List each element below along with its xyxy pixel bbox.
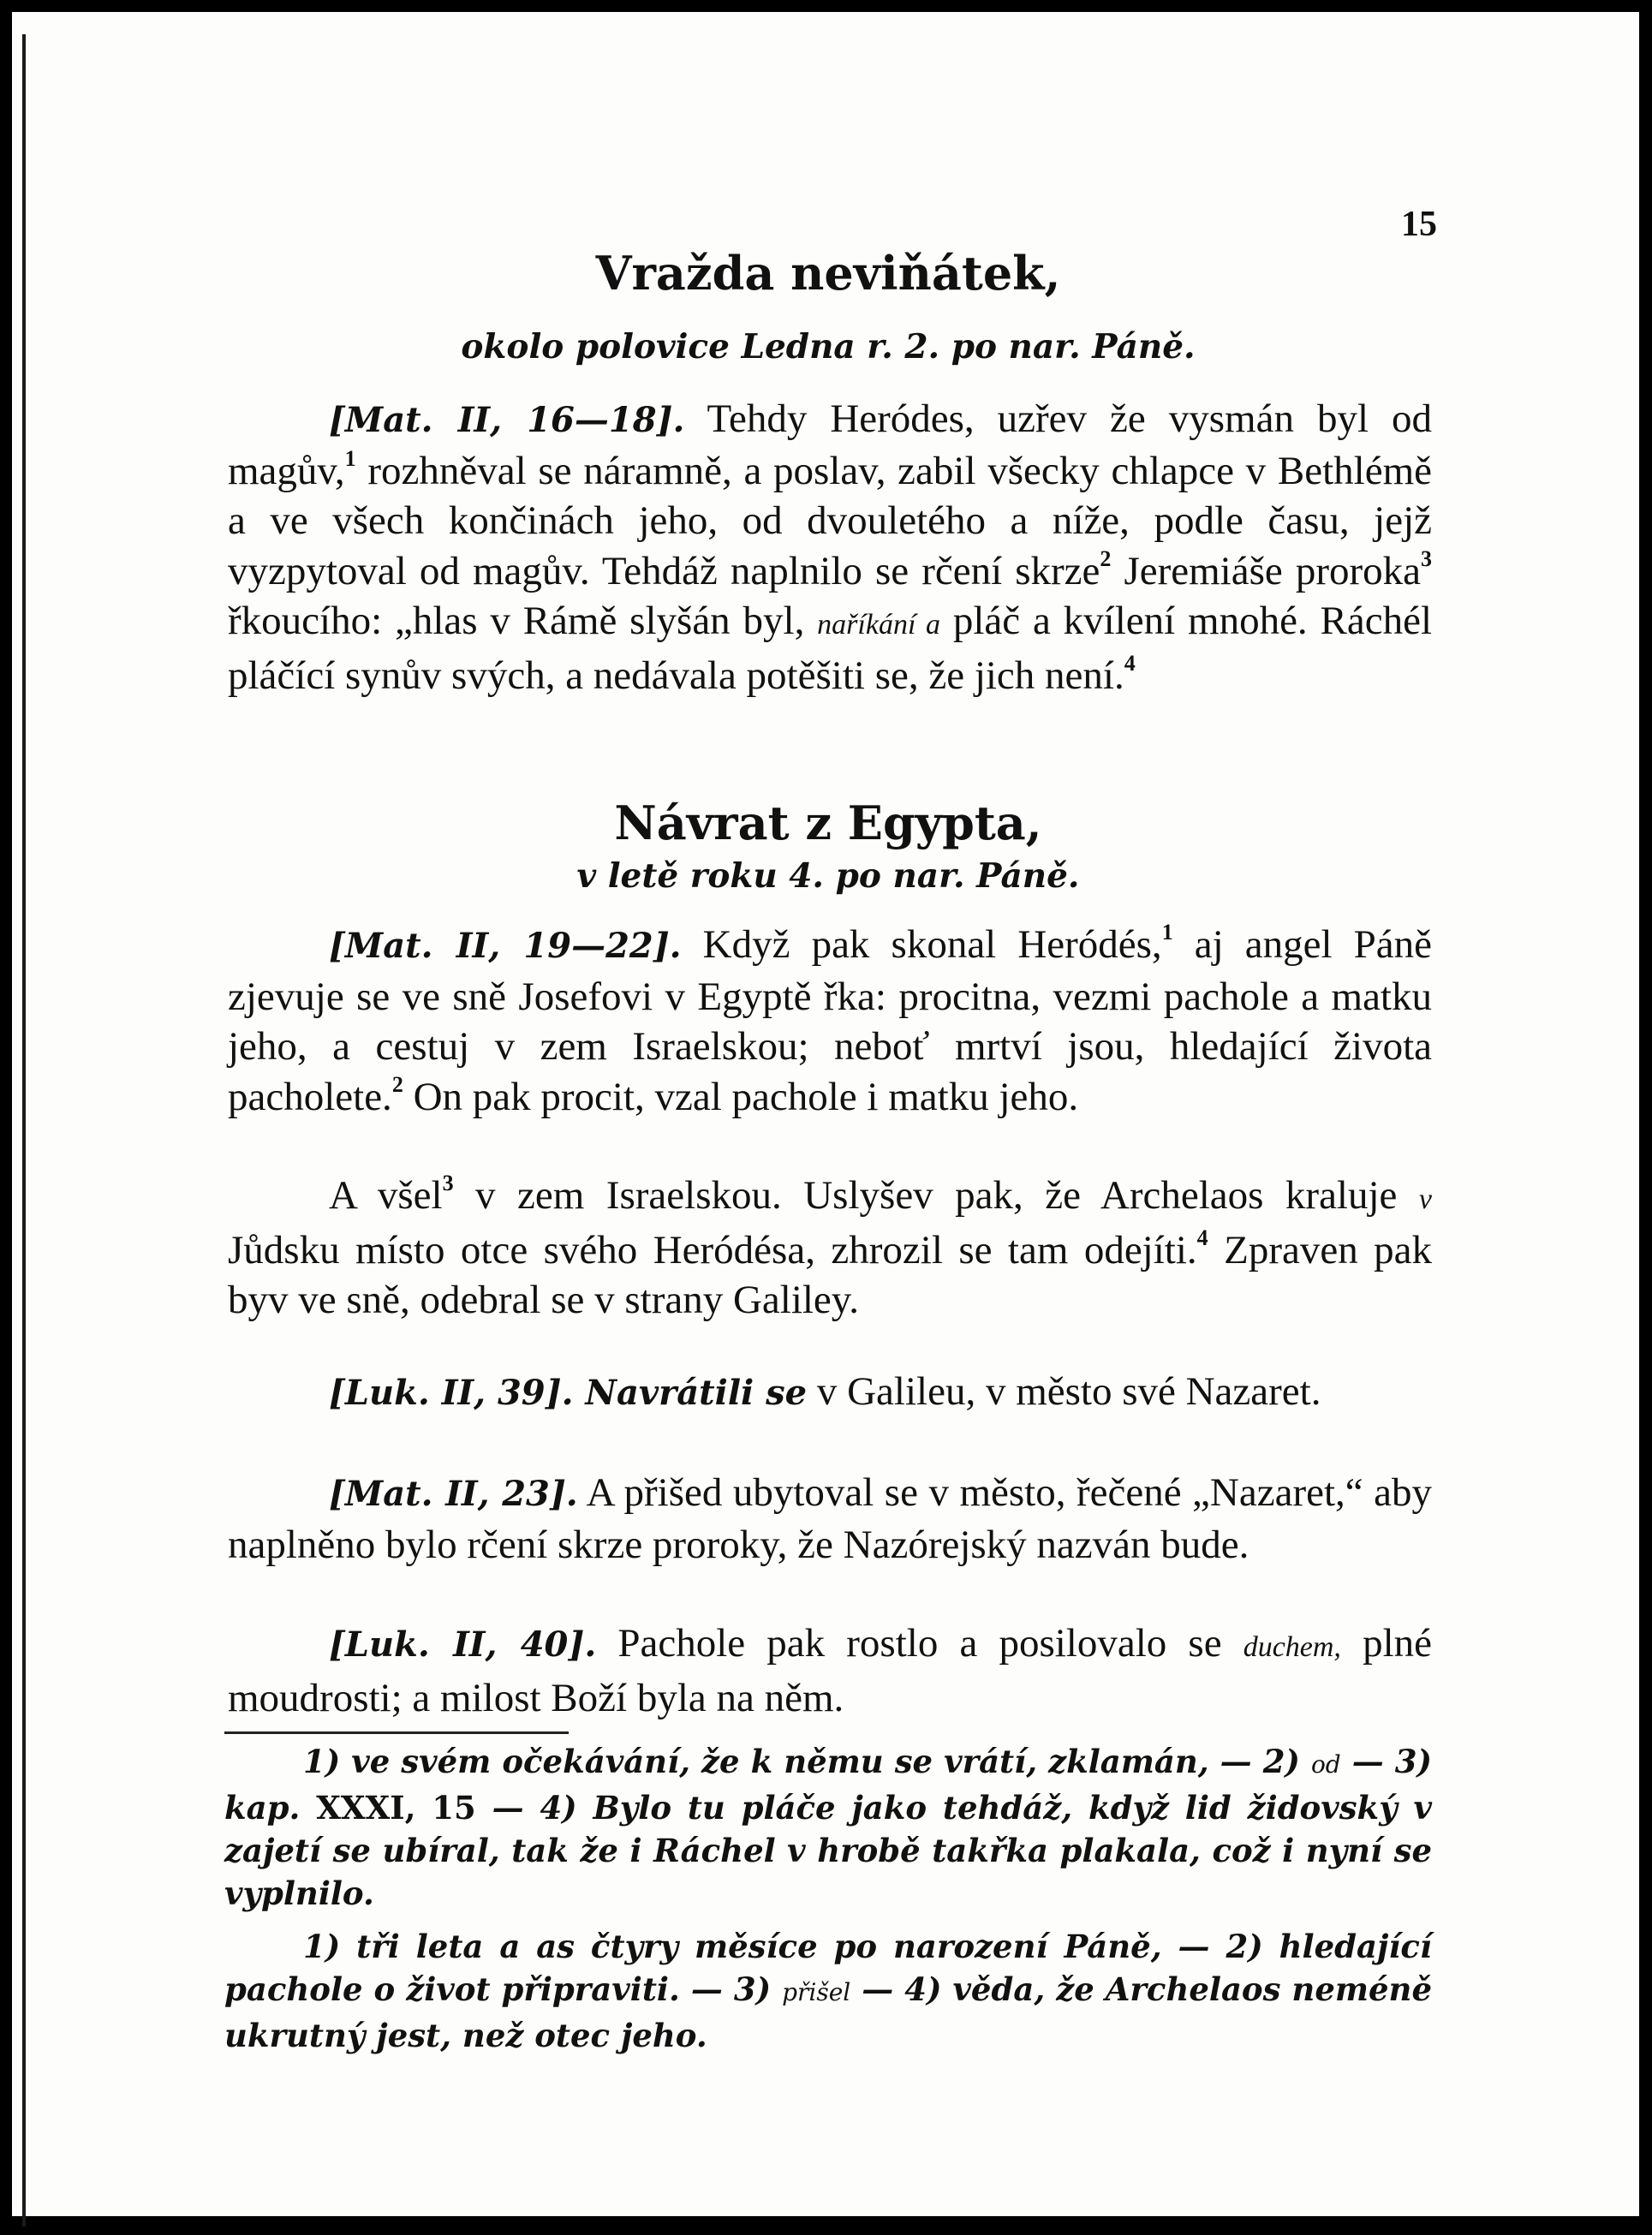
italic-text: duchem, xyxy=(1243,1631,1341,1663)
paragraph-return-5 xyxy=(228,1618,1432,1723)
footnote-marker: 2 xyxy=(391,1071,403,1097)
paragraph-return-3 xyxy=(228,1367,1432,1419)
footnote-marker: 4 xyxy=(1196,1225,1208,1250)
footnote-marker: 1 xyxy=(1161,920,1173,945)
scripture-reference: [Mat. II, 16—18]. xyxy=(329,400,685,440)
text: pláč a kvílení mnohé. Ráchél pláčící synův svých, a nedávala potěšiti se, že jich není. xyxy=(228,599,1433,698)
scripture-reference: [Luk. II, 40]. xyxy=(329,1624,597,1665)
footnote-marker: 4 xyxy=(1124,650,1136,676)
text: plné moudrosti; a milost Boží byla na něm. xyxy=(228,1621,1432,1720)
text: Když pak skonal Heródés, xyxy=(681,922,1162,967)
text: aj angel Páně zjevuje se ve sně Josefovi v Egyptě řka: procitna, vezmi pachole a matku jeho, a cestuj v zem Israelskou; neboť mrtví jsou, hledající života pacholete. xyxy=(228,922,1433,1119)
section-title-return: Návrat z Egypta, xyxy=(614,796,1042,850)
footnote-text: 1) tři leta a as čtyry měsíce po narození Páně, — 2) hledající pachole o život připraviti. — 3) xyxy=(224,1928,1432,2008)
text: On pak procit, vzal pachole i matku jeho. xyxy=(403,1074,1079,1119)
footnote-text: — 4) Bylo tu pláče jako tehdáž, když lid židovský v zajetí se ubíral, tak že i Ráchel v hrobě takřka plakala, což i nyní se vyplnilo. xyxy=(224,1789,1432,1912)
footnote-marker: 3 xyxy=(442,1171,454,1196)
section-subtitle-return: v letě roku 4. po nar. Páně. xyxy=(576,856,1080,896)
italic-text: naříkání a xyxy=(817,609,940,641)
blackletter-text: Navrátili se xyxy=(573,1373,808,1413)
page-number: 15 xyxy=(1401,205,1437,244)
footnote-text: od xyxy=(1310,1750,1341,1779)
text: Jůdsku místo otce svého Heródésa, zhrozil se tam odejíti. xyxy=(228,1227,1197,1272)
paragraph-return-2 xyxy=(228,1171,1432,1326)
text: Tehdy Heródes, uzřev že vysmán byl od magův, xyxy=(228,396,1432,493)
footnote-text: 1) ve svém očekávání, že k němu se vrátí, zklamán, — 2) xyxy=(303,1743,1311,1780)
text: A přišed ubytoval se v město, řečené „Nazaret,“ aby naplněno bylo rčení skrze proroky, že Nazórejský nazván bude. xyxy=(228,1470,1432,1567)
footnote-text: — 4) věda, že Archelaos neméně ukrutný jest, než otec jeho. xyxy=(224,1970,1432,2054)
footnotes-group-1 xyxy=(224,1740,1432,1915)
footnote-marker: 1 xyxy=(344,445,356,471)
text: Pachole pak rostlo a posilovalo se xyxy=(596,1621,1243,1666)
footnote-divider xyxy=(224,1731,569,1734)
text: rozhněval se náramně, a poslav, zabil všecky chlapce v Bethlémě a ve všech končinách jeho, od dvouletého a níže, podle času, jejž vyzpytoval od magův. Tehdáž naplnilo se rčení skrze xyxy=(228,448,1432,593)
section-title-massacre: Vražda neviňátek, xyxy=(595,246,1061,301)
footnote-marker: 3 xyxy=(1421,545,1432,571)
text: řkoucího: „hlas v Rámě slyšán byl, xyxy=(228,599,818,643)
text: Zpraven pak byv ve sně, odebral se v strany Galiley. xyxy=(228,1227,1432,1322)
paragraph-return-1 xyxy=(228,920,1432,1122)
scripture-reference: [Mat. II, 23]. xyxy=(329,1474,578,1514)
scripture-reference: [Luk. II, 39]. xyxy=(329,1373,574,1413)
paragraph-return-4 xyxy=(228,1468,1432,1570)
footnotes-group-2 xyxy=(224,1925,1432,2057)
footnote-marker: 2 xyxy=(1100,545,1112,571)
text: v zem Israelskou. Uslyšev pak, že Archelaos kraluje xyxy=(453,1173,1419,1218)
scripture-reference: [Mat. II, 19—22]. xyxy=(329,926,682,966)
text: Jeremiáše proroka xyxy=(1111,548,1421,593)
footnote-text: přišel xyxy=(782,1978,851,2006)
section-subtitle-massacre: okolo polovice Ledna r. 2. po nar. Páně. xyxy=(461,327,1196,367)
footnote-text: — 3) kap. xyxy=(224,1743,1433,1827)
paragraph-massacre xyxy=(228,394,1432,700)
text: v Galileu, v město své Nazaret. xyxy=(807,1369,1321,1414)
italic-text: v xyxy=(1418,1183,1433,1215)
footnote-text: XXXI, 15 xyxy=(316,1789,476,1827)
text: A všel xyxy=(329,1173,443,1218)
binding-edge xyxy=(22,34,26,2226)
